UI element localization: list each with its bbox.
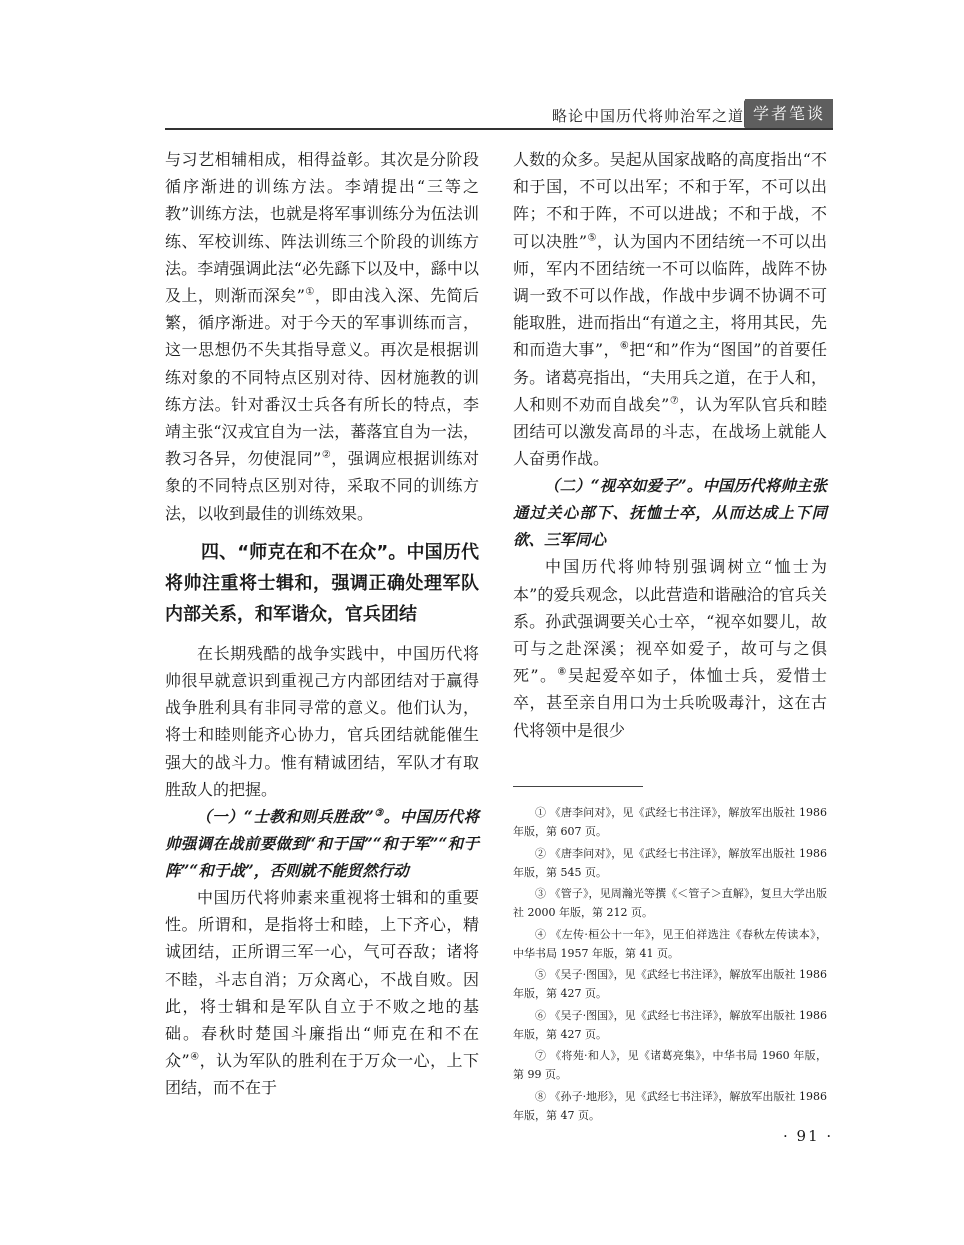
footnote: ① 《唐李问对》，见《武经七书注译》，解放军出版社 1986 年版，第 607 页。 (513, 806, 827, 838)
body-paragraph (165, 146, 479, 527)
text-run: 人数的众多。吴起从国家战略的高度指出“不和于国，不可以出军；不和于军，不可以出阵；不和于阵，不可以进战；不和于战，不可以决胜” (513, 150, 827, 251)
right-column (513, 146, 827, 744)
footnote-ref[interactable]: ① (304, 286, 315, 298)
footnote: ⑦ 《将苑·和人》，见《诸葛亮集》，中华书局 1960 年版，第 99 页。 (513, 1049, 827, 1081)
footnote: ③ 《管子》，见周瀚光等撰《＜管子＞直解》，复旦大学出版社 2000 年版，第 212 页。 (513, 887, 827, 919)
body-paragraph: 在长期残酷的战争实践中，中国历代将帅很早就意识到重视己方内部团结对于赢得战争胜利具有非同寻常的意义。他们认为，将士和睦则能齐心协力，官兵团结就能催生强大的战斗力。惟有精诚团结，军队才有取胜敌人的把握。 (165, 643, 479, 799)
text-run: ，认为军队官兵和睦团结可以激发高昂的斗志，在战场上就能人人奋勇作战。 (513, 394, 827, 469)
text-run: 中国历代将帅特别强调树立“恤士为本”的爱兵观念，以此营造和谐融洽的官兵关系。孙武强调要关心士卒，“视卒如婴儿，故可与之赴深溪；视卒如爱子，故可与之俱死”。 (513, 557, 827, 686)
footnote-rule (513, 786, 643, 787)
text-run: ，即由浅入深、先简后繁，循序渐进。对于今天的军事训练而言，这一思想仍不失其指导意义。再次是根据训练对象的不同特点区别对待、因材施教的训练方法。针对番汉士兵各有所长的特点，李靖主张“汉戎宜自为一法，蕃落宜自为一法，教习各异，勿使混同” (165, 286, 479, 469)
footnote-ref[interactable]: ⑤ (587, 232, 597, 244)
section-badge: 学者笔谈 (745, 99, 833, 129)
subsection-heading: （二）“视卒如爱子”。中国历代将帅主张通过关心部下、抚恤士卒，从而达成上下同欲、三军同心 (513, 476, 827, 550)
footnote: ⑧ 《孙子·地形》，见《武经七书注译》，解放军出版社 1986 年版，第 47 页。 (513, 1089, 827, 1122)
footnote-ref[interactable]: ⑧ (557, 666, 568, 678)
text-run: 。中国历代将帅强调在战前要做到“和于国”“和于军”“和于阵”“和于战”，否则就不能贸然行动 (165, 807, 479, 881)
footnote: ② 《唐李问对》，见《武经七书注译》，解放军出版社 1986 年版，第 545 页。 (513, 846, 827, 879)
text-run: 把“和”作为“图国”的首要任务。诸葛亮指出，“夫用兵之道，在于人和，人和则不劝而自战矣” (513, 340, 827, 414)
footnote-ref[interactable]: ④ (189, 1051, 200, 1063)
text-run: ，强调应根据训练对象的不同特点区别对待，采取不同的训练方法，以收到最佳的训练效果。 (165, 449, 479, 523)
section-heading: 四、“师克在和不在众”。中国历代将帅注重将士辑和，强调正确处理军队内部关系，和军谐众，官兵团结 (165, 541, 479, 625)
footnotes (513, 803, 827, 1127)
body-paragraph (513, 553, 827, 743)
footnote-ref[interactable]: ⑥ (619, 341, 630, 353)
text-run: （一）“士教和则兵胜敌” (196, 807, 374, 827)
left-column (165, 146, 479, 1102)
footnote: ⑤ 《吴子·图国》，见《武经七书注译》，解放军出版社 1986 年版，第 427 页。 (513, 968, 827, 1000)
body-paragraph (165, 884, 479, 1102)
header-rule (165, 128, 833, 130)
footnote: ④ 《左传·桓公十一年》，见王伯祥选注《春秋左传读本》，中华书局 1957 年版，第 41 页。 (513, 927, 827, 960)
footnote-ref[interactable]: ② (321, 449, 332, 461)
footnote: ⑥ 《吴子·图国》，见《武经七书注译》，解放军出版社 1986 年版，第 427 页。 (513, 1008, 827, 1041)
text-run: ，认为军队的胜利在于万众一心，上下团结，而不在于 (165, 1051, 479, 1098)
text-run: ，认为国内不团结统一不可以出师，军内不团结统一不可以临阵，战阵不协调一致不可以作战，作战中步调不协调不可能取胜，进而指出“有道之主，将用其民，先和而造大事”， (513, 231, 827, 360)
subsection-heading (165, 803, 479, 884)
page-number: · 91 · (783, 1127, 834, 1145)
footnote-ref[interactable]: ⑦ (669, 395, 680, 407)
text-run: 中国历代将帅素来重视将士辑和的重要性。所谓和，是指将士和睦，上下齐心，精诚团结，正所谓三军一心，气可吞敌；诸将不睦，斗志自消；万众离心，不战自败。因此，将士辑和是军队自立于不败之地的基础。春秋时楚国斗廉指出“师克在和不在众” (165, 888, 479, 1071)
text-run: 与习艺相辅相成，相得益彰。其次是分阶段循序渐进的训练方法。李靖提出“三等之教”训练方法，也就是将军事训练分为伍法训练、军校训练、阵法训练三个阶段的训练方法。李靖强调此法“必先繇下以及中，繇中以及上，则渐而深矣” (165, 150, 479, 306)
running-header-title: 略论中国历代将帅治军之道 (551, 107, 744, 125)
body-paragraph (513, 146, 827, 472)
text-run: 吴起爱卒如子，体恤士兵，爱惜士卒，甚至亲自用口为士兵吮吸毒汁，这在古代将领中是很少 (513, 666, 827, 740)
running-header (0, 98, 964, 132)
footnote-ref[interactable]: ③ (373, 807, 384, 819)
